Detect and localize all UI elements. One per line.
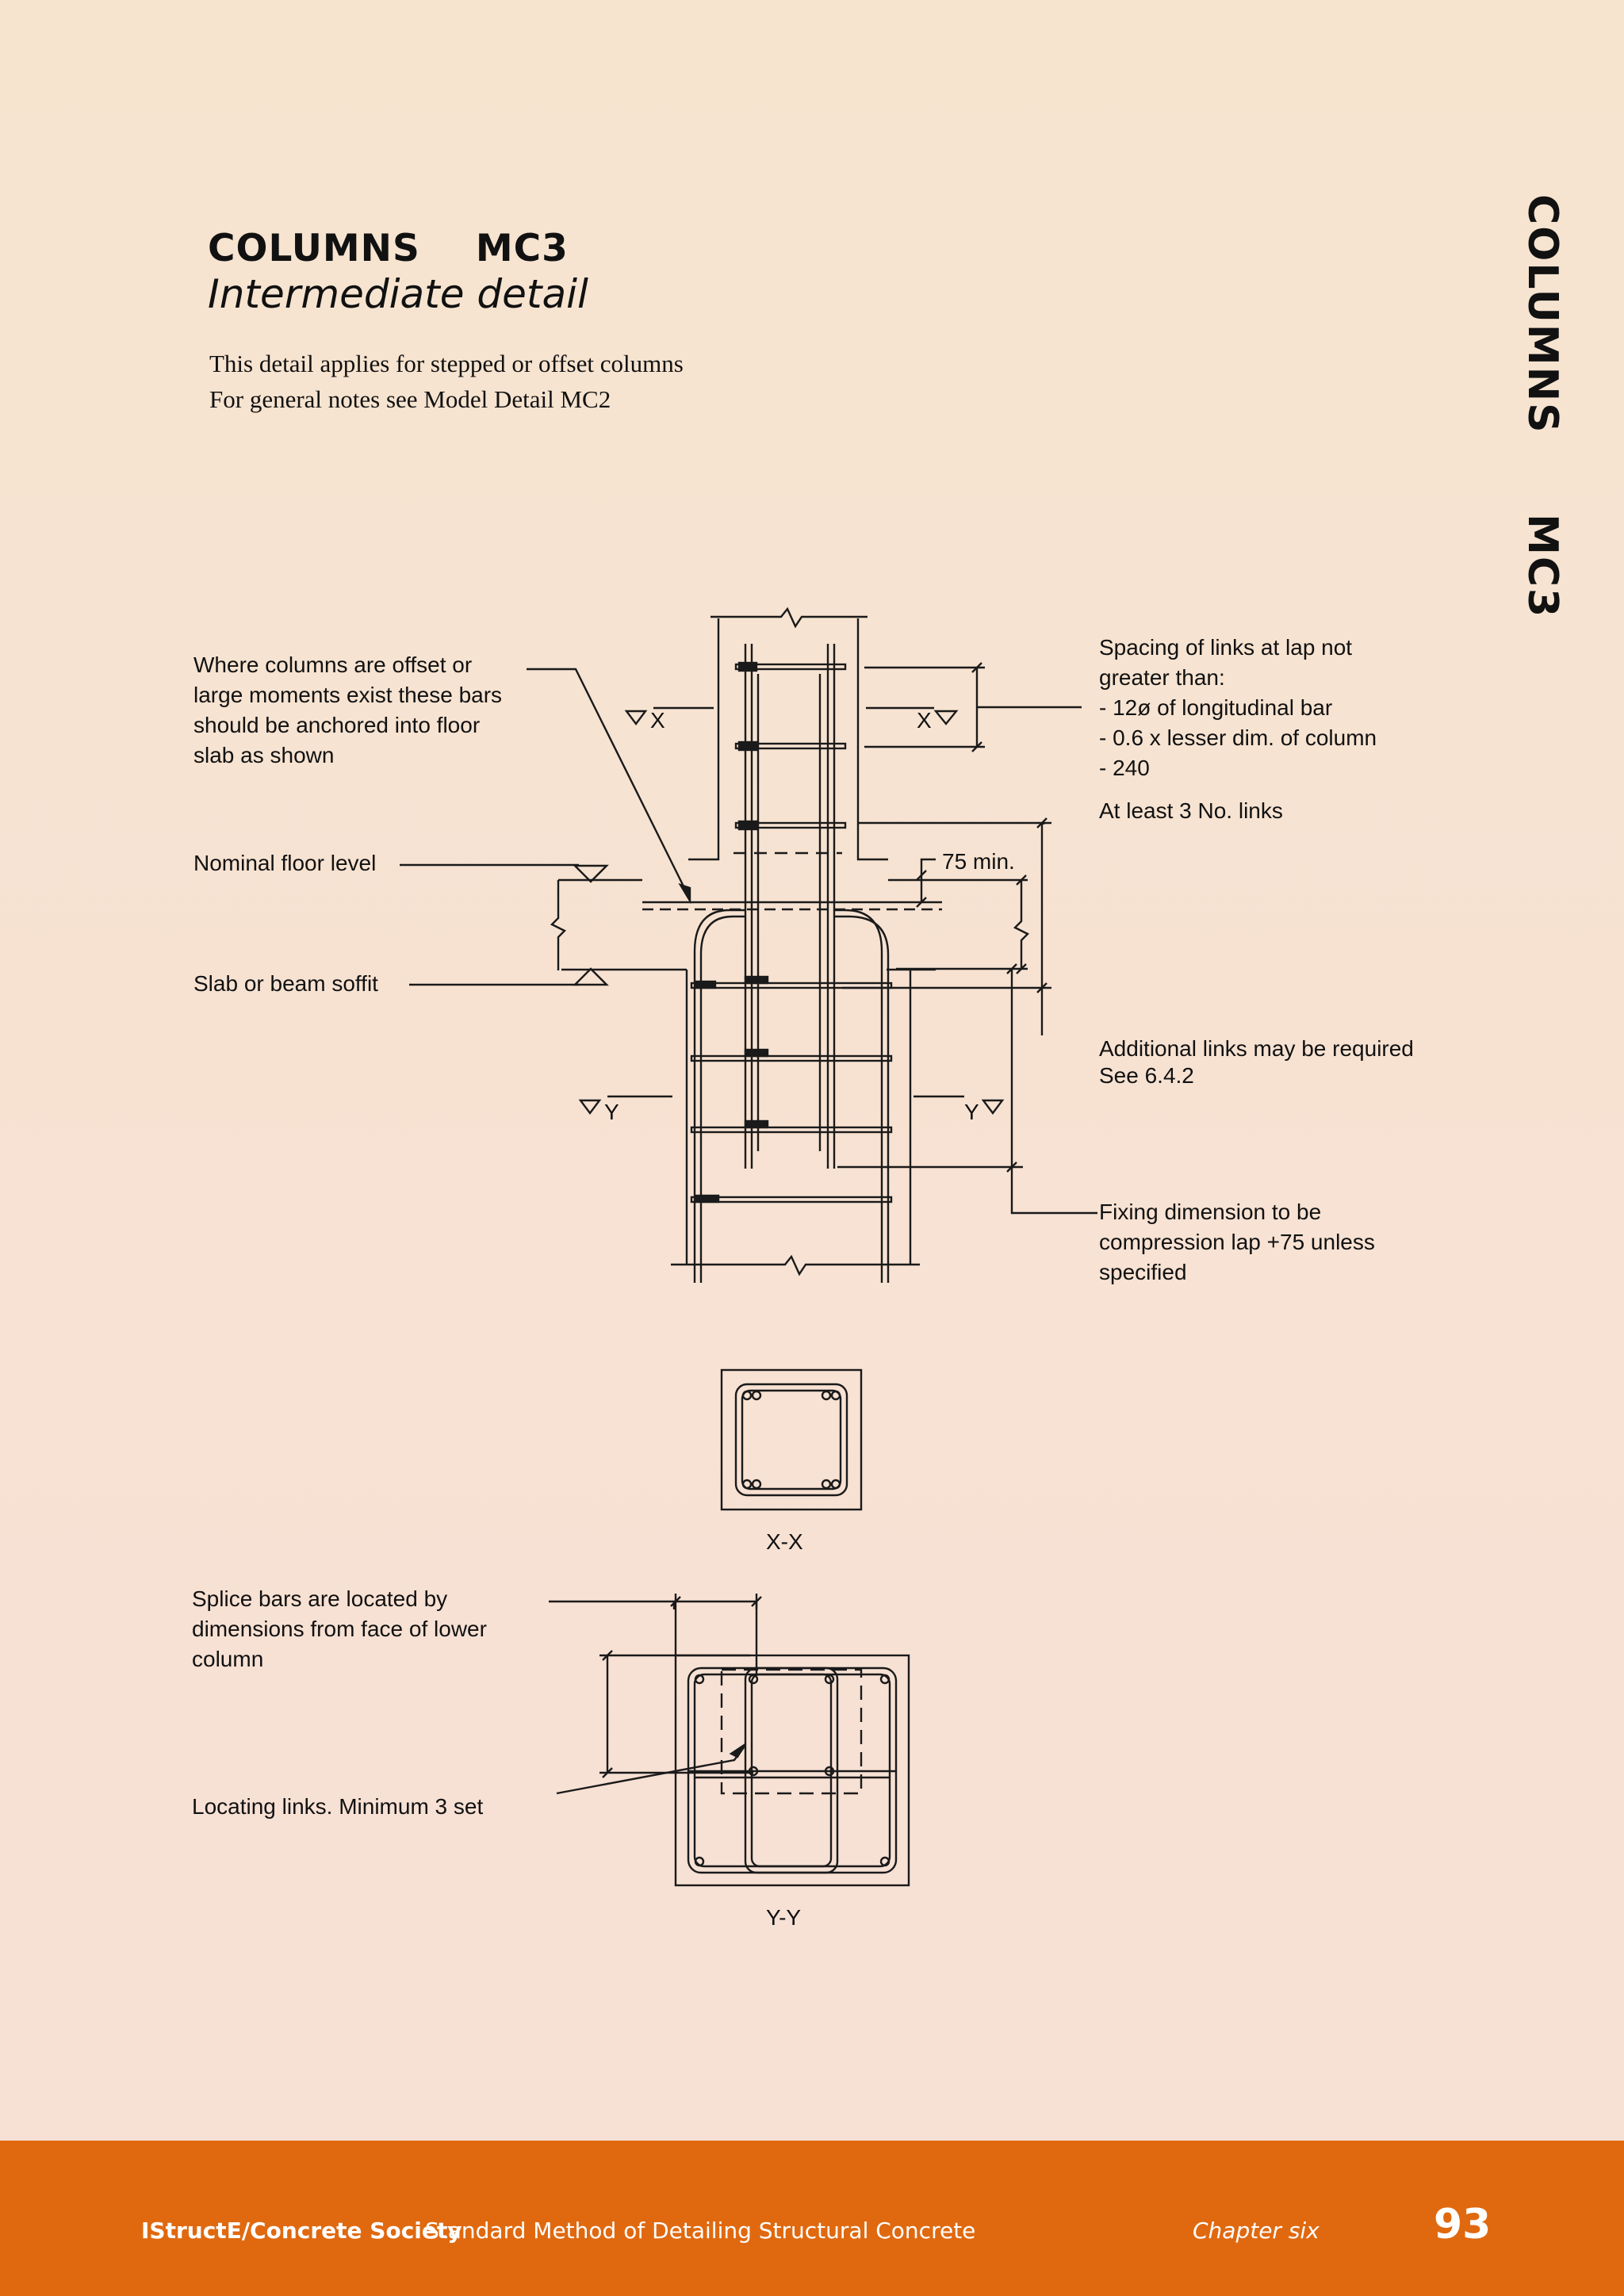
- lower-bar-right: [834, 910, 882, 1283]
- note-locating-links: Locating links. Minimum 3 set: [192, 1794, 484, 1819]
- section-x-label-left: X: [650, 708, 665, 733]
- splice-dim-1: [549, 1601, 756, 1674]
- note-line: - 240: [1099, 756, 1150, 780]
- cover-dim-label: 75 min.: [942, 849, 1015, 874]
- note-line: greater than:: [1099, 665, 1225, 690]
- intro-line: This detail applies for stepped or offset columns: [209, 350, 684, 377]
- upper-column-left-face: [688, 618, 718, 859]
- fixing-dim: [837, 969, 1097, 1213]
- anchor-arrowhead: [680, 885, 690, 901]
- section-y-label-right: Y: [964, 1100, 979, 1124]
- note-soffit: Slab or beam soffit: [193, 971, 378, 996]
- intro-line: For general notes see Model Detail MC2: [209, 385, 611, 413]
- note-line: Additional links may be required: [1099, 1036, 1414, 1061]
- soffit-marker: [575, 969, 607, 985]
- lap-dim-inner: [888, 880, 1028, 969]
- slab-depth-break: [552, 880, 565, 970]
- note-line: - 12ø of longitudinal bar: [1099, 695, 1333, 720]
- section-x-left-triangle: [626, 711, 645, 724]
- footer-bar: [0, 2141, 1624, 2296]
- section-x-label-right: X: [917, 708, 932, 733]
- side-tab-label: COLUMNS MC3: [1519, 194, 1566, 619]
- footer-page-number: 93: [1434, 2201, 1492, 2248]
- note-line: should be anchored into floor: [193, 713, 481, 737]
- lower-bar-left-2: [701, 916, 745, 1283]
- note-line: slab as shown: [193, 743, 335, 767]
- note-line: Where columns are offset or: [193, 652, 473, 677]
- page-subtitle: Intermediate detail: [208, 271, 588, 317]
- section-yy-caption: Y-Y: [766, 1905, 802, 1930]
- note-line: specified: [1099, 1260, 1187, 1284]
- upper-break-line: [710, 609, 868, 626]
- title-columns: COLUMNS: [208, 227, 420, 270]
- note-line: Spacing of links at lap not: [1099, 635, 1353, 660]
- footer-chapter: Chapter six: [1193, 2218, 1320, 2244]
- note-line: Fixing dimension to be: [1099, 1200, 1322, 1224]
- note-line: - 0.6 x lesser dim. of column: [1099, 725, 1377, 750]
- section-xx-caption: X-X: [766, 1529, 803, 1554]
- lower-bar-left: [695, 910, 745, 1283]
- section-xx-link-inner: [742, 1391, 841, 1489]
- section-y-label-left: Y: [604, 1100, 619, 1124]
- note-at-least: At least 3 No. links: [1099, 798, 1283, 823]
- locating-arrowhead: [731, 1744, 745, 1757]
- footer-book-title: Standard Method of Detailing Structural Concrete: [425, 2218, 976, 2244]
- footer-publisher: IStructE/Concrete Society: [141, 2218, 462, 2244]
- note-line: See 6.4.2: [1099, 1063, 1194, 1088]
- note-line: Splice bars are located by: [192, 1586, 448, 1611]
- lower-links: [691, 977, 891, 1202]
- title-code: MC3: [475, 227, 569, 270]
- section-y-left-triangle: [580, 1100, 599, 1113]
- lower-bar-right-2: [834, 916, 888, 1283]
- note-line: dimensions from face of lower: [192, 1617, 487, 1641]
- note-line: compression lap +75 unless: [1099, 1230, 1375, 1254]
- upper-bars-inner: [758, 674, 820, 1151]
- section-xx-link-outer: [736, 1384, 847, 1495]
- note-line: large moments exist these bars: [193, 683, 503, 707]
- section-x-right-triangle: [936, 711, 956, 724]
- section-yy-dashed-upper: [722, 1670, 861, 1793]
- section-xx-bars: [743, 1391, 840, 1488]
- splice-dim-3: [676, 1594, 756, 1655]
- note-line: column: [192, 1647, 264, 1671]
- section-y-right-triangle: [983, 1100, 1002, 1113]
- note-floor-level: Nominal floor level: [193, 851, 377, 875]
